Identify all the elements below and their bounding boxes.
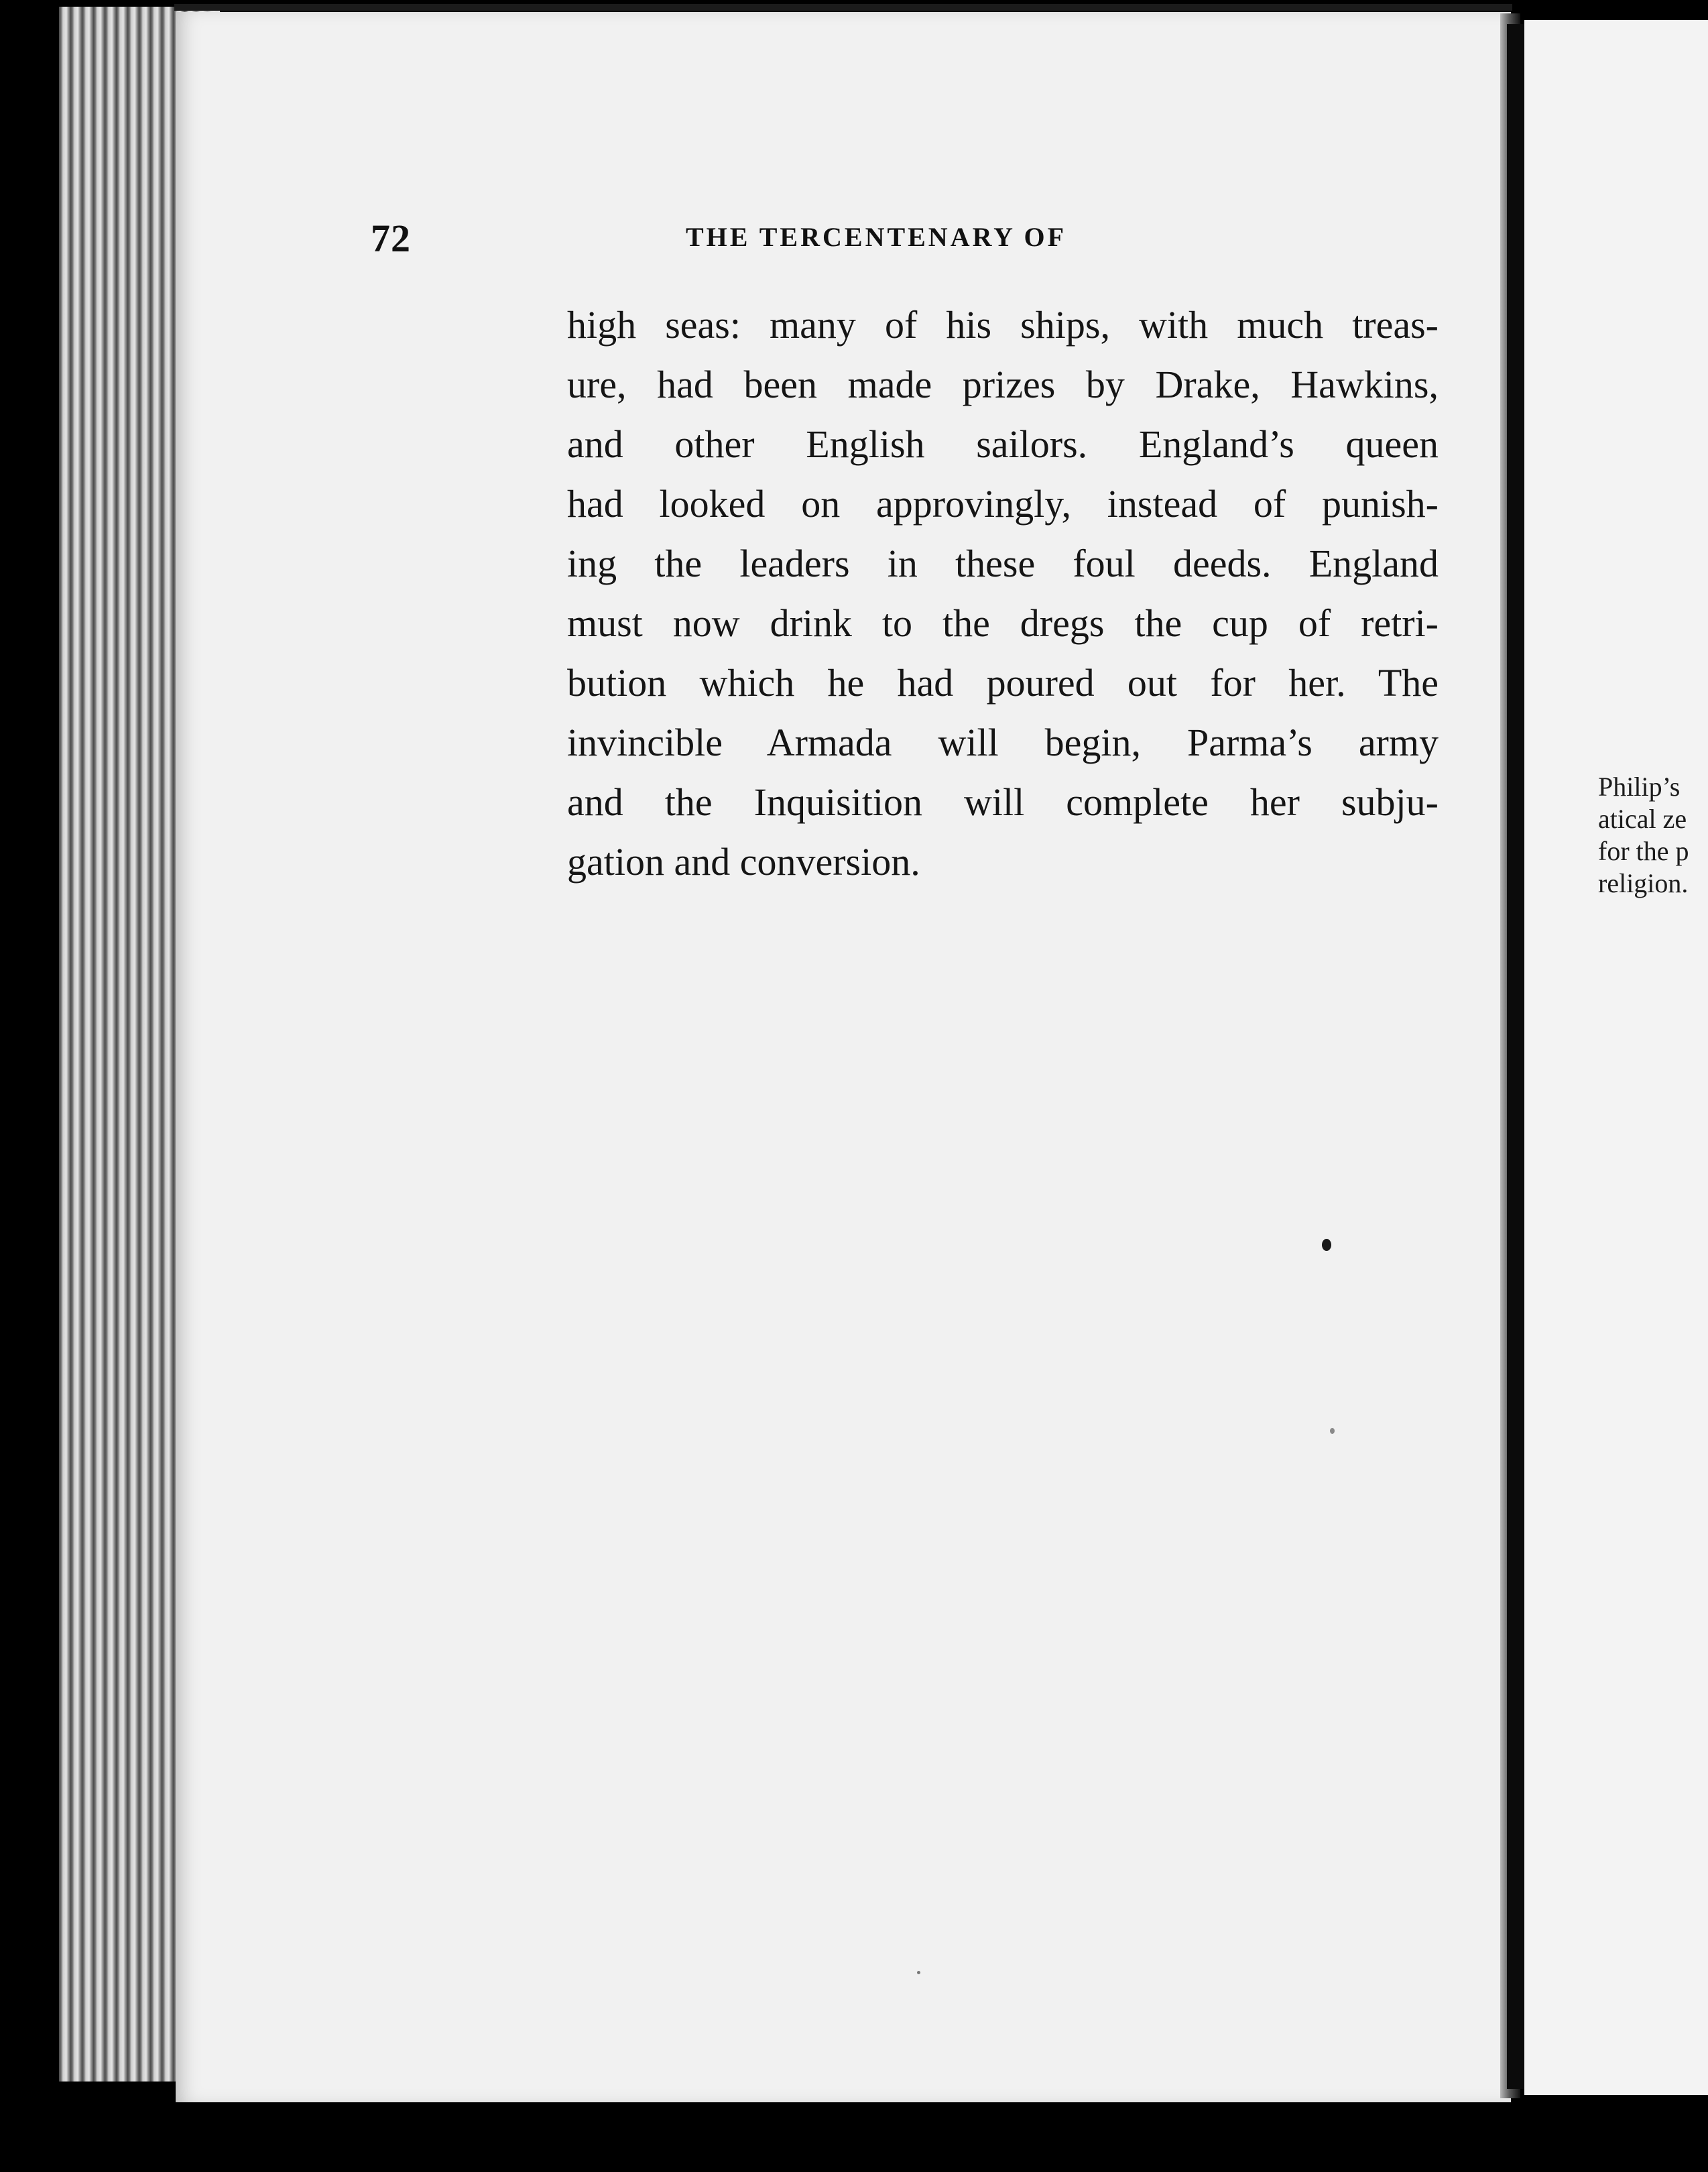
text-line: gation and conversion. — [567, 840, 920, 884]
text-line: invincible Armada will begin, Parma’s army — [567, 721, 1439, 764]
text-line: had looked on approvingly, instead of punish- — [567, 482, 1439, 526]
text-line: must now drink to the dregs the cup of retri- — [567, 601, 1439, 645]
text-line: bution which he had poured out for her. The — [567, 661, 1439, 705]
ink-speck — [1322, 1239, 1331, 1251]
margin-note-line: religion. — [1598, 868, 1689, 898]
ink-speck — [917, 1971, 920, 1974]
text-line: ure, had been made prizes by Drake, Hawkins, — [567, 363, 1439, 406]
top-edge — [174, 4, 1512, 11]
text-line: high seas: many of his ships, with much treas- — [567, 303, 1439, 347]
right-page — [1524, 20, 1708, 2095]
text-line: and other English sailors. England’s queen — [567, 422, 1439, 466]
ink-speck — [1330, 1428, 1335, 1434]
body-paragraph — [567, 295, 1439, 892]
margin-note-line: atical ze — [1598, 804, 1687, 834]
page-number: 72 — [371, 217, 411, 260]
running-header: THE TERCENTENARY OF — [686, 222, 1067, 252]
text-line: ing the leaders in these foul deeds. England — [567, 542, 1439, 585]
margin-note-line: for the p — [1598, 836, 1689, 866]
text-line: and the Inquisition will complete her subju- — [567, 780, 1439, 824]
margin-note-line: Philip’s — [1598, 772, 1681, 802]
margin-note — [1598, 771, 1708, 900]
